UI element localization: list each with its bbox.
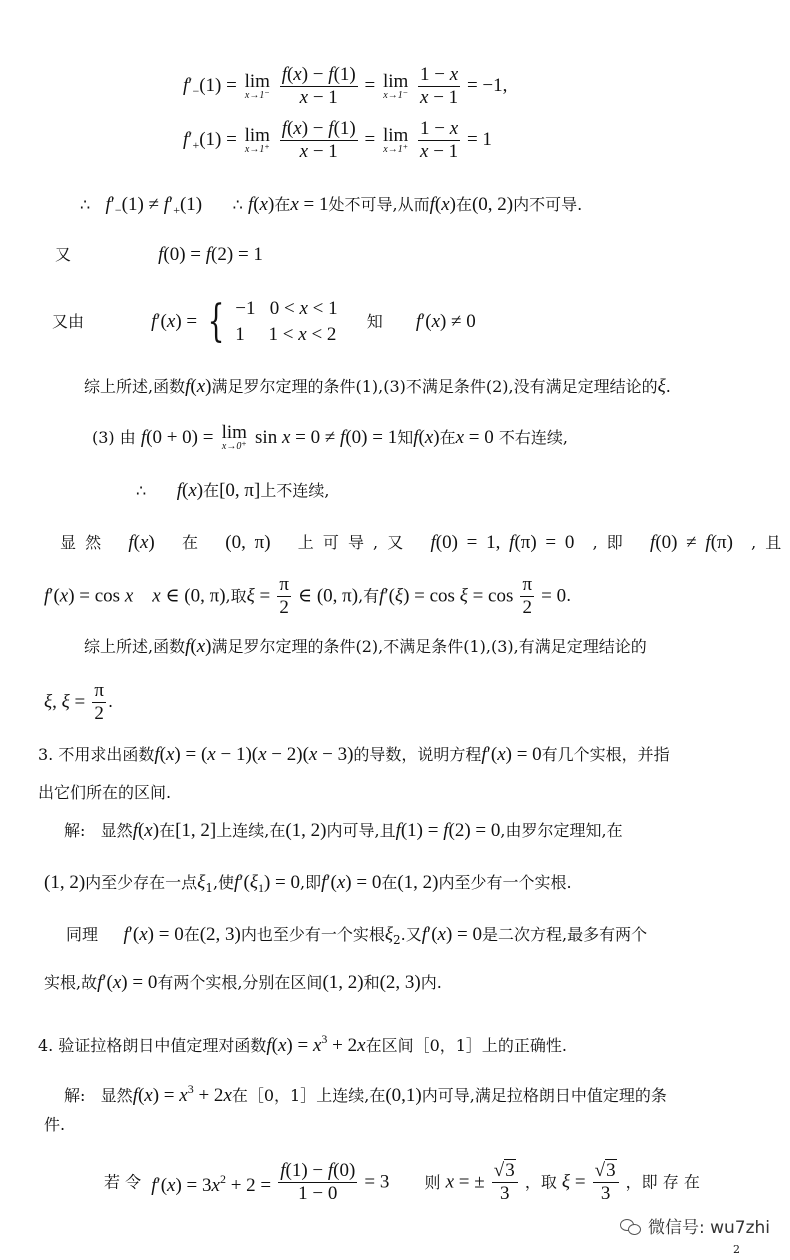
solution-3-line2: (1, 2)内至少存在一点$\xi_1$,使$f'(\xi_1) = 0$,即f′(x) = 0在(1, 2)内至少有一个实根. — [44, 872, 572, 895]
solution-4-line3: 若 令 $f'(x) = 3x^2 + 2$ = $\frac{f(1) - f(0)}{1 - 0}$ = 3 则 x = ± $\frac{√3}{3}$ ，取 ξ = $\frac{√3}{3}$ ，即 存 在 — [104, 1160, 700, 1204]
part3-limit: (3) 由 f(0 + 0) = lim x→0⁺ sin x = 0 ≠ f(0) = 1知f(x)在x = 0 不右连续, — [92, 422, 568, 452]
wechat-watermark: 微信号: wu7zhi — [620, 1213, 770, 1238]
summary-2: 综上所述,函数f(x)满足罗尔定理的条件(1),(3)不满足条件(2),没有满足定理结论的ξ. — [84, 376, 671, 397]
xi-pi-over-2: f′(x) = cos x x ∈ (0, π),取ξ = $\frac{\pi}{2}$ ∈ (0, π),有f′(ξ) = cos ξ = cos $\frac{\pi}{2}$ = 0. — [44, 574, 572, 618]
question-3-line1: 3. 不用求出函数f(x) = (x − 1)(x − 2)(x − 3)的导数，说明方程f′(x) = 0有几个实根，并指 — [38, 744, 670, 765]
f0-equals-f2: 又 f(0) = f(2) = 1 — [55, 244, 263, 265]
piecewise-derivative: 又由 f′(x) = { −1 0 < x < 1 1 1 < x < 2 知 f′(x) ≠ 0 — [52, 296, 476, 347]
formula-left-derivative: $f'_-(1)$ = lim x→1⁻ $\frac{f(x) - f(1)}{x - 1}$ = lim x→1⁻ $\frac{1 - x}{x - 1}$ = −1, — [183, 64, 508, 108]
solution-3-line1: 解: 显然f(x)在[1, 2]上连续,在(1, 2)内可导,且f(1) = f(2) = 0,由罗尔定理知,在 — [64, 820, 623, 841]
page-number: 2 — [733, 1243, 740, 1256]
not-continuous: ∴ f(x)在[0, π]上不连续, — [136, 480, 330, 501]
formula-right-derivative: $f'_+(1)$ = lim x→1⁺ $\frac{f(x) - f(1)}{x - 1}$ = lim x→1⁺ $\frac{1 - x}{x - 1}$ = 1 — [183, 118, 492, 162]
summary-3: 综上所述,函数f(x)满足罗尔定理的条件(2),不满足条件(1),(3),有满足定理结论的 — [84, 636, 647, 657]
solution-3-line3: 同理 f′(x) = 0在(2, 3)内也至少有一个实根$\xi_2$.又f′(x) = 0是二次方程,最多有两个 — [66, 924, 648, 947]
question-3-line2: 出它们所在的区间. — [38, 783, 172, 802]
solution-3-line4: 实根,故f′(x) = 0有两个实根,分别在区间(1, 2)和(2, 3)内. — [44, 972, 442, 993]
wechat-icon — [620, 1217, 642, 1235]
question-4: 4. 验证拉格朗日中值定理对函数$f(x) = x^3 + 2x$在区间［0，1］上的正确性. — [38, 1032, 568, 1056]
conclusion-not-differentiable: ∴ $f'_-(1) \ne f'_+(1)$ ∴ f(x)在x = 1处不可导,从而f(x)在(0, 2)内不可导. — [80, 194, 583, 217]
xi-value: ξ, ξ = $\frac{\pi}{2}$ . — [44, 680, 114, 724]
obvious-differentiable: 显 然 f(x) 在 (0, π) 上 可 导 , 又 f(0) = 1, f(π) = 0 , 即 f(0) ≠ f(π) , 且 — [60, 532, 782, 553]
solution-4-line1: 解: 显然$f(x) = x^3 + 2x$在［0，1］上连续,在(0,1)内可导,满足拉格朗日中值定理的条 — [64, 1082, 667, 1106]
solution-4-line2: 件. — [44, 1115, 66, 1134]
